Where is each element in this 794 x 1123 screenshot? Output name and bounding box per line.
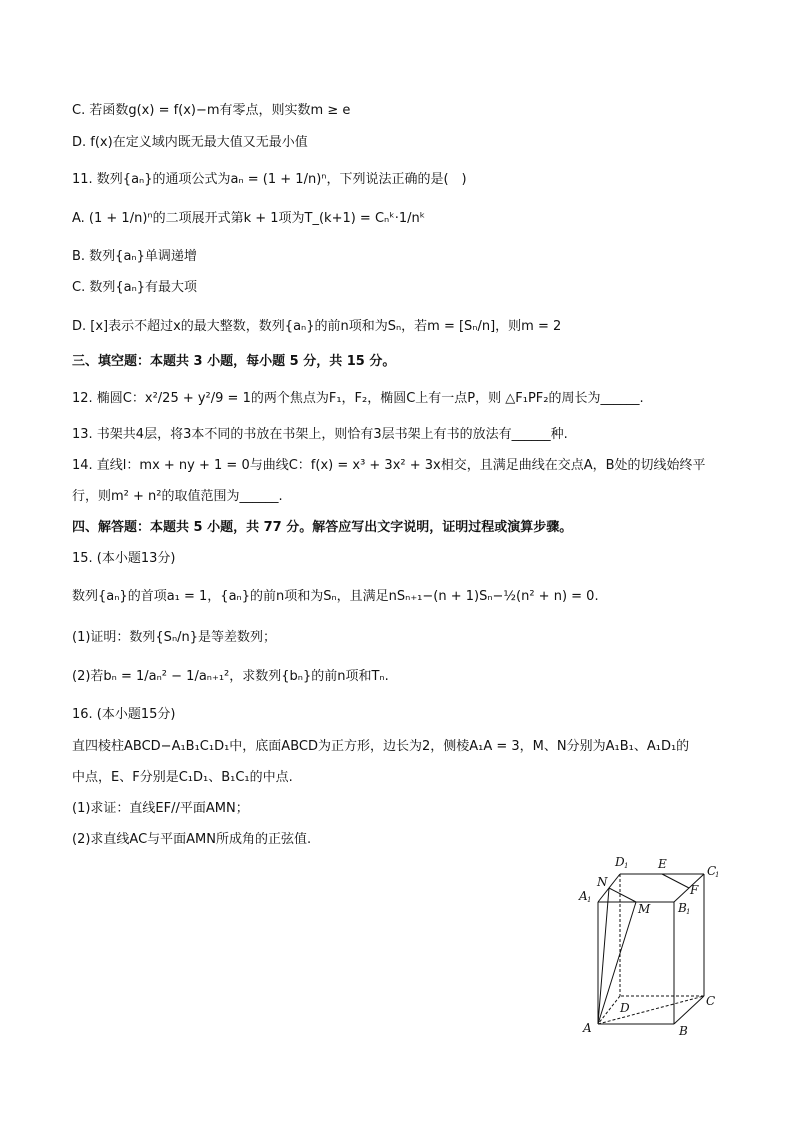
diagonal-ac-hidden [598,996,704,1024]
section-3-heading: 三、填空题：本题共 3 小题，每小题 5 分，共 15 分。 [72,354,396,369]
question-11-option-b: B. 数列{aₙ}单调递增 [72,249,197,264]
edge-bc [674,996,704,1024]
label-d1-sub: 1 [624,862,629,870]
question-11-option-c: C. 数列{aₙ}有最大项 [72,280,198,295]
label-d: D [620,1001,630,1015]
question-16-stem-line-2: 中点，E、F分别是C₁D₁、B₁C₁的中点. [72,770,293,785]
label-c1-sub: 1 [715,871,720,879]
question-15-heading: 15. (本小题13分) [72,551,176,566]
label-e: E [658,857,667,871]
label-a1-sub: 1 [587,896,592,904]
question-16-heading: 16. (本小题15分) [72,707,176,722]
question-11-option-a: A. (1 + 1/n)ⁿ的二项展开式第k + 1项为T_(k+1) = Cₙᵏ·1/nᵏ [72,211,426,226]
question-16-part-1: (1)求证：直线EF//平面AMN； [72,801,249,816]
option-d: D. f(x)在定义域内既无最大值又无最小值 [72,135,308,150]
question-14-line-1: 14. 直线l：mx + ny + 1 = 0与曲线C：f(x) = x³ + 3x² + 3x相交，且满足曲线在交点A，B处的切线始终平 [72,458,706,473]
label-c1: C [707,864,717,878]
label-a1: A [579,889,588,903]
segment-an [598,888,609,1024]
label-f: F [690,883,699,897]
segment-ef [662,874,689,888]
option-c: C. 若函数g(x) = f(x)−m有零点，则实数m ≥ e [72,103,351,118]
label-n: N [597,875,608,889]
edge-da-hidden [598,996,620,1024]
label-m: M [638,902,651,916]
question-15-part-2: (2)若bₙ = 1/aₙ² − 1/aₙ₊₁²，求数列{bₙ}的前n项和Tₙ. [72,669,389,684]
prism-figure [576,850,726,1040]
label-c: C [706,994,716,1008]
question-11-stem: 11. 数列{aₙ}的通项公式为aₙ = (1 + 1/n)ⁿ，下列说法正确的是( ) [72,172,467,187]
label-d1: D [615,855,625,869]
question-15-stem: 数列{aₙ}的首项a₁ = 1，{aₙ}的前n项和为Sₙ，且满足nSₙ₊₁−(n + 1)Sₙ−½(n² + n) = 0. [72,589,599,604]
label-a: A [583,1021,592,1035]
question-14-line-2: 行，则m² + n²的取值范围为______. [72,489,283,504]
label-b: B [679,1024,688,1038]
segment-am [598,902,636,1024]
question-13: 13. 书架共4层，将3本不同的书放在书架上，则恰有3层书架上有书的放法有______种. [72,427,568,442]
section-4-heading: 四、解答题：本题共 5 小题，共 77 分。解答应写出文字说明，证明过程或演算步骤。 [72,520,573,535]
question-15-part-1: (1)证明：数列{Sₙ/n}是等差数列； [72,630,277,645]
question-16-stem-line-1: 直四棱柱ABCD−A₁B₁C₁D₁中，底面ABCD为正方形，边长为2，侧棱A₁A = 3，M、N分别为A₁B₁、A₁D₁的 [72,739,690,754]
segment-mn [609,888,636,902]
label-b1: B [678,901,687,915]
question-11-option-d: D. [x]表示不超过x的最大整数，数列{aₙ}的前n项和为Sₙ，若m = [Sₙ/n]，则m = 2 [72,319,562,334]
question-16-part-2: (2)求直线AC与平面AMN所成角的正弦值. [72,832,312,847]
label-b1-sub: 1 [686,908,691,916]
question-12: 12. 椭圆C：x²/25 + y²/9 = 1的两个焦点为F₁，F₂，椭圆C上有一点P，则 △F₁PF₂的周长为______. [72,391,644,406]
